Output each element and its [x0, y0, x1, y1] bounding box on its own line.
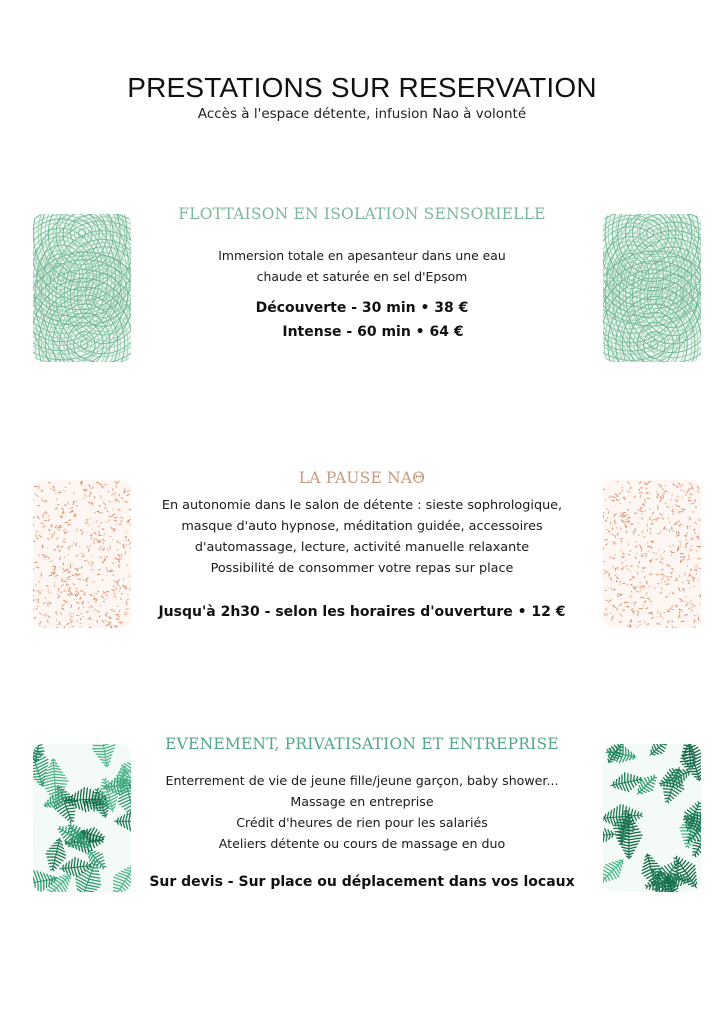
- description-line: En autonomie dans le salon de détente : sieste sophrologique,: [161, 498, 563, 513]
- description-line: masque d'auto hypnose, méditation guidée, accessoires: [181, 519, 543, 534]
- contour-pattern-left: [33, 214, 131, 362]
- speckle-pattern-right: [603, 480, 701, 628]
- description-line: Crédit d'heures de rien pour les salariés: [236, 815, 488, 830]
- fern-pattern-right: [603, 744, 701, 892]
- contour-pattern-right: [603, 214, 701, 362]
- description-line: chaude et saturée en sel d'Epsom: [256, 269, 468, 284]
- price-line: Jusqu'à 2h30 - selon les horaires d'ouverture • 12 €: [158, 604, 566, 620]
- description-line: Possibilité de consommer votre repas sur place: [210, 561, 514, 576]
- section-title: FLOTTAISON EN ISOLATION SENSORIELLE: [178, 205, 546, 223]
- price-line: Sur devis - Sur place ou déplacement dans vos locaux: [149, 874, 575, 890]
- description-line: Enterrement de vie de jeune fille/jeune garçon, baby shower...: [165, 773, 559, 788]
- section-title: EVENEMENT, PRIVATISATION ET ENTREPRISE: [165, 735, 559, 753]
- description-line: d'automassage, lecture, activité manuelle relaxante: [194, 540, 530, 555]
- description-line: Immersion totale en apesanteur dans une eau: [218, 248, 506, 263]
- price-line: Découverte - 30 min • 38 €: [255, 300, 469, 316]
- section-title: LA PAUSE NAΘ: [298, 469, 426, 487]
- fern-pattern-left: [33, 744, 131, 892]
- price-line: Intense - 60 min • 64 €: [282, 324, 464, 340]
- page-subtitle: Accès à l'espace détente, infusion Nao à volonté: [197, 106, 527, 122]
- description-line: Massage en entreprise: [290, 794, 434, 809]
- speckle-pattern-left: [33, 480, 131, 628]
- description-line: Ateliers détente ou cours de massage en duo: [218, 836, 506, 851]
- page-title: PRESTATIONS SUR RESERVATION: [127, 72, 597, 103]
